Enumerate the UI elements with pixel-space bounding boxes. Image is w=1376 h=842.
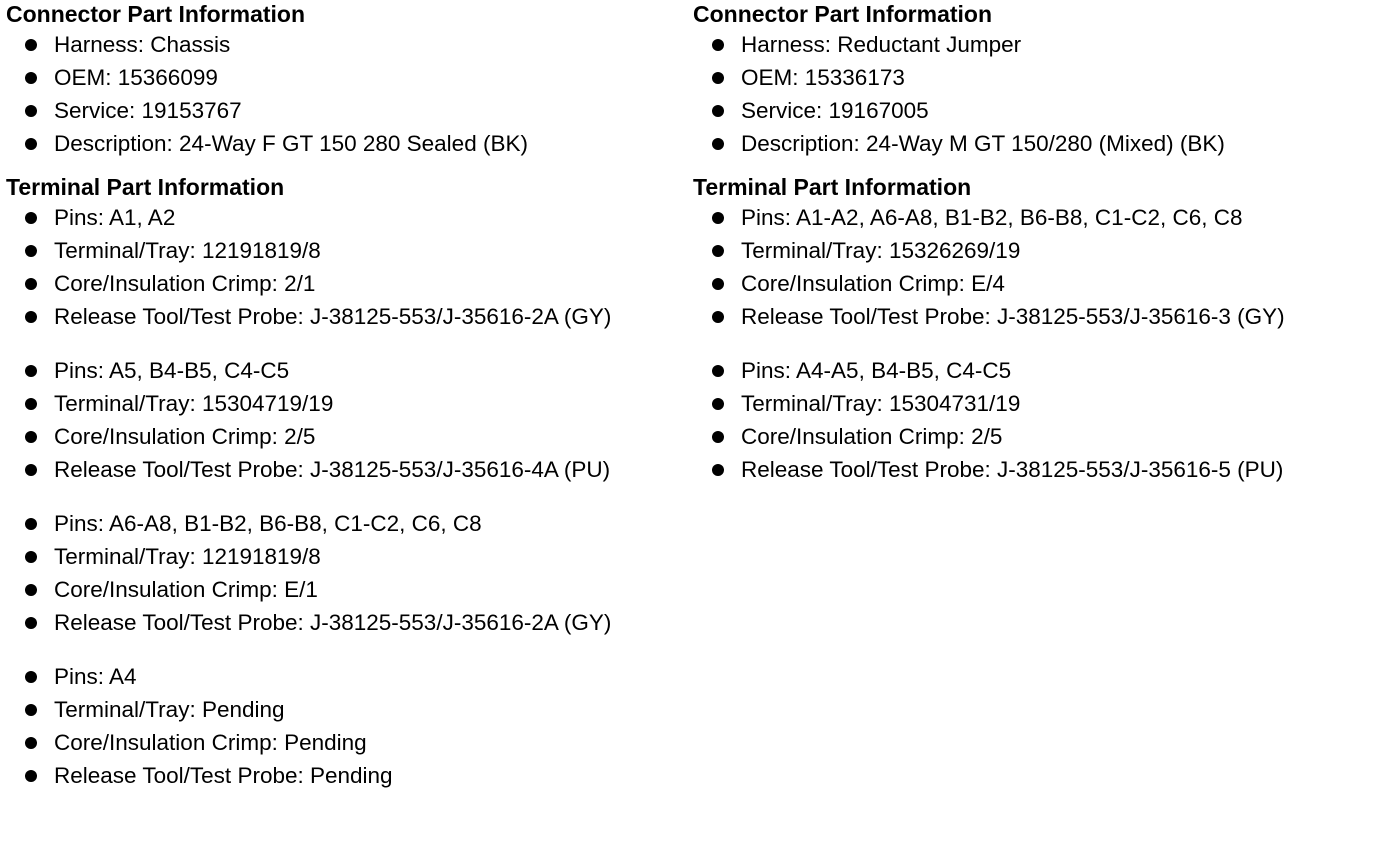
bullet-icon — [25, 704, 37, 716]
service-text: Service: 19167005 — [741, 98, 929, 123]
list-item — [693, 354, 1373, 387]
bullet-icon — [25, 72, 37, 84]
list-item — [6, 94, 686, 127]
bullet-icon — [712, 278, 724, 290]
bullet-icon — [712, 245, 724, 257]
terminal-tray-text: Terminal/Tray: 15304719/19 — [54, 391, 334, 416]
list-item — [693, 28, 1373, 61]
bullet-icon — [712, 311, 724, 323]
list-item — [6, 201, 686, 234]
terminal-group — [6, 660, 686, 792]
bullet-icon — [712, 212, 724, 224]
bullet-icon — [25, 671, 37, 683]
bullet-icon — [25, 431, 37, 443]
list-item — [6, 573, 686, 606]
bullet-icon — [25, 245, 37, 257]
list-item — [6, 61, 686, 94]
crimp-text: Core/Insulation Crimp: E/4 — [741, 271, 1005, 296]
list-item — [6, 726, 686, 759]
list-item — [693, 453, 1373, 486]
list-item — [693, 387, 1373, 420]
bullet-icon — [25, 398, 37, 410]
list-item — [693, 267, 1373, 300]
right-connector-column — [693, 0, 1373, 486]
terminal-group — [693, 201, 1373, 333]
crimp-text: Core/Insulation Crimp: 2/1 — [54, 271, 316, 296]
release-tool-text: Release Tool/Test Probe: J-38125-553/J-35616-4A (PU) — [54, 457, 611, 482]
list-item — [6, 300, 686, 333]
list-item — [6, 28, 686, 61]
list-item — [693, 127, 1373, 160]
list-item — [6, 127, 686, 160]
list-item — [6, 354, 686, 387]
pins-text: Pins: A1, A2 — [54, 205, 176, 230]
terminal-tray-text: Terminal/Tray: 12191819/8 — [54, 238, 321, 263]
bullet-icon — [25, 278, 37, 290]
bullet-icon — [712, 105, 724, 117]
bullet-icon — [712, 464, 724, 476]
bullet-icon — [712, 72, 724, 84]
terminal-tray-text: Terminal/Tray: Pending — [54, 697, 285, 722]
description-text: Description: 24-Way M GT 150/280 (Mixed) (BK) — [741, 131, 1225, 156]
bullet-icon — [712, 398, 724, 410]
list-item — [6, 606, 686, 639]
bullet-icon — [25, 39, 37, 51]
list-item — [693, 201, 1373, 234]
bullet-icon — [25, 584, 37, 596]
connector-part-information-heading: Connector Part Information — [6, 1, 306, 27]
list-item — [6, 660, 686, 693]
list-item — [6, 234, 686, 267]
left-connector-column — [6, 0, 686, 792]
list-item — [6, 540, 686, 573]
terminal-part-information-heading: Terminal Part Information — [693, 174, 972, 200]
release-tool-text: Release Tool/Test Probe: J-38125-553/J-35616-3 (GY) — [741, 304, 1285, 329]
release-tool-text: Release Tool/Test Probe: J-38125-553/J-35616-5 (PU) — [741, 457, 1284, 482]
crimp-text: Core/Insulation Crimp: 2/5 — [741, 424, 1003, 449]
list-item — [6, 453, 686, 486]
pins-text: Pins: A6-A8, B1-B2, B6-B8, C1-C2, C6, C8 — [54, 511, 482, 536]
connector-part-information-heading: Connector Part Information — [693, 1, 993, 27]
terminal-group — [6, 507, 686, 639]
terminal-group — [6, 354, 686, 486]
bullet-icon — [25, 105, 37, 117]
list-item — [693, 234, 1373, 267]
harness-text: Harness: Reductant Jumper — [741, 32, 1022, 57]
oem-text: OEM: 15336173 — [741, 65, 905, 90]
release-tool-text: Release Tool/Test Probe: J-38125-553/J-35616-2A (GY) — [54, 610, 612, 635]
list-item — [693, 61, 1373, 94]
pins-text: Pins: A4 — [54, 664, 137, 689]
crimp-text: Core/Insulation Crimp: Pending — [54, 730, 367, 755]
bullet-icon — [25, 311, 37, 323]
release-tool-text: Release Tool/Test Probe: J-38125-553/J-35616-2A (GY) — [54, 304, 612, 329]
list-item — [693, 300, 1373, 333]
oem-text: OEM: 15366099 — [54, 65, 218, 90]
bullet-icon — [25, 212, 37, 224]
terminal-tray-text: Terminal/Tray: 12191819/8 — [54, 544, 321, 569]
service-text: Service: 19153767 — [54, 98, 242, 123]
pins-text: Pins: A5, B4-B5, C4-C5 — [54, 358, 290, 383]
bullet-icon — [25, 551, 37, 563]
list-item — [6, 267, 686, 300]
pins-text: Pins: A4-A5, B4-B5, C4-C5 — [741, 358, 1012, 383]
list-item — [6, 507, 686, 540]
bullet-icon — [712, 365, 724, 377]
bullet-icon — [25, 464, 37, 476]
description-text: Description: 24-Way F GT 150 280 Sealed (BK) — [54, 131, 528, 156]
terminal-tray-text: Terminal/Tray: 15304731/19 — [741, 391, 1021, 416]
bullet-icon — [25, 365, 37, 377]
list-item — [6, 693, 686, 726]
bullet-icon — [25, 770, 37, 782]
crimp-text: Core/Insulation Crimp: 2/5 — [54, 424, 316, 449]
connector-info-list — [6, 28, 686, 160]
bullet-icon — [25, 138, 37, 150]
list-item — [6, 759, 686, 792]
list-item — [6, 420, 686, 453]
release-tool-text: Release Tool/Test Probe: Pending — [54, 763, 393, 788]
terminal-part-information-heading: Terminal Part Information — [6, 174, 285, 200]
bullet-icon — [25, 617, 37, 629]
list-item — [6, 387, 686, 420]
connector-info-list — [693, 28, 1373, 160]
list-item — [693, 94, 1373, 127]
bullet-icon — [25, 737, 37, 749]
bullet-icon — [25, 518, 37, 530]
bullet-icon — [712, 138, 724, 150]
terminal-group — [6, 201, 686, 333]
harness-text: Harness: Chassis — [54, 32, 231, 57]
bullet-icon — [712, 431, 724, 443]
pins-text: Pins: A1-A2, A6-A8, B1-B2, B6-B8, C1-C2, C6, C8 — [741, 205, 1243, 230]
list-item — [693, 420, 1373, 453]
terminal-group — [693, 354, 1373, 486]
terminal-tray-text: Terminal/Tray: 15326269/19 — [741, 238, 1021, 263]
bullet-icon — [712, 39, 724, 51]
crimp-text: Core/Insulation Crimp: E/1 — [54, 577, 318, 602]
